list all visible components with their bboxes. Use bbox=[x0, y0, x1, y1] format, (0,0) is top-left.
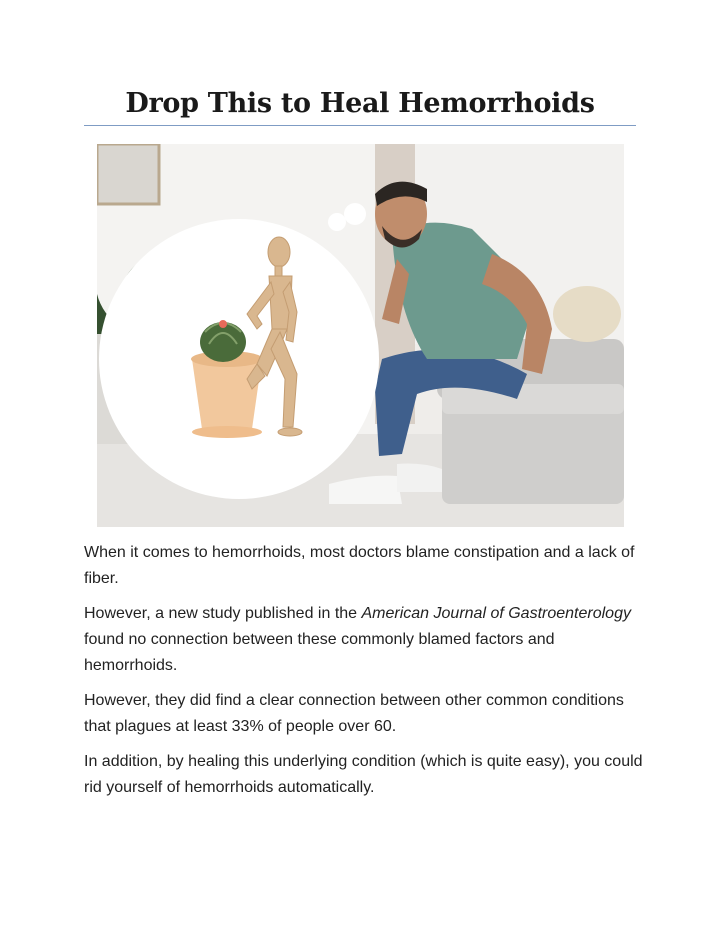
paragraph-4: In addition, by healing this underlying condition (which is quite easy), you could rid yourself of hemorrhoids automatically. bbox=[84, 753, 643, 796]
journal-name: American Journal of Gastroenterology bbox=[361, 605, 631, 622]
flower-pot bbox=[192, 359, 262, 429]
article-body bbox=[84, 540, 644, 810]
cushion bbox=[553, 286, 621, 342]
paragraph-1: When it comes to hemorrhoids, most doctors blame constipation and a lack of fiber. bbox=[84, 544, 635, 587]
thought-bubble-mid bbox=[344, 203, 366, 225]
paragraph-2-start: However, a new study published in the bbox=[84, 605, 362, 622]
title-divider bbox=[84, 125, 636, 126]
thought-bubble-small bbox=[328, 213, 346, 231]
paragraph-2 bbox=[84, 601, 644, 679]
wall-frame bbox=[97, 144, 159, 204]
hero-image bbox=[97, 144, 624, 527]
paragraph-2-end: found no connection between these commonly blamed factors and hemorrhoids. bbox=[84, 631, 555, 674]
thought-circle bbox=[99, 219, 379, 499]
paragraph-3: However, they did find a clear connection between other common conditions that plagues at least 33% of people over 60. bbox=[84, 692, 624, 735]
page-title: Drop This to Heal Hemorrhoids bbox=[125, 88, 595, 119]
